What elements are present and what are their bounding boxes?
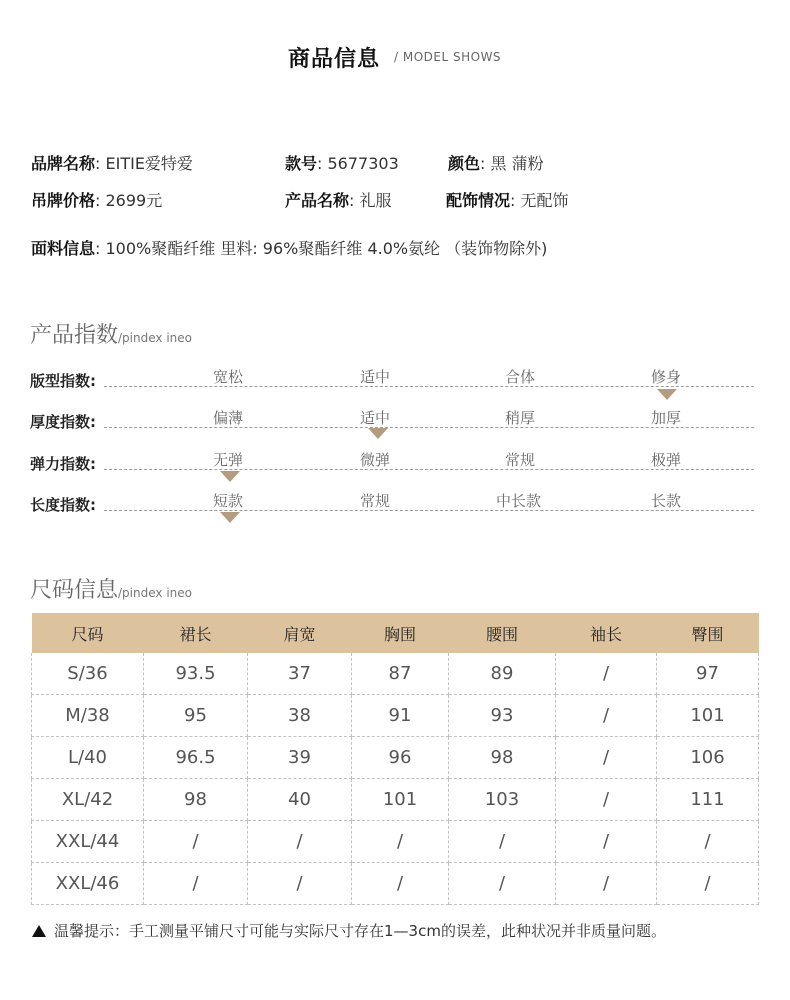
index-row-label: 版型指数: <box>30 372 96 390</box>
table-cell: 38 <box>248 695 352 737</box>
accessory-value: : 无配饰 <box>510 191 569 210</box>
table-row <box>32 695 759 737</box>
table-cell: 87 <box>352 653 449 695</box>
table-cell: 101 <box>352 779 449 821</box>
index-option: 适中 <box>360 409 391 427</box>
table-cell: XL/42 <box>32 779 144 821</box>
table-cell: 39 <box>248 737 352 779</box>
table-cell: 96 <box>352 737 449 779</box>
table-cell: 98 <box>144 779 248 821</box>
notice-text: 温馨提示：手工测量平铺尺寸可能与实际尺寸存在1—3cm的误差，此种状况并非质量问题。 <box>54 922 666 940</box>
column-header: 腰围 <box>449 613 556 653</box>
size-info-heading <box>30 573 192 604</box>
index-option: 稍厚 <box>505 409 536 427</box>
table-row <box>32 779 759 821</box>
index-option: 合体 <box>505 368 536 386</box>
table-cell: XXL/46 <box>32 863 144 905</box>
style-label: 款号 <box>285 154 318 173</box>
index-option: 常规 <box>505 451 536 469</box>
index-option: 加厚 <box>651 409 682 427</box>
index-option: 中长款 <box>496 492 542 510</box>
accessory-label: 配饰情况 <box>446 191 511 210</box>
table-cell: / <box>657 821 759 863</box>
table-cell: 89 <box>449 653 556 695</box>
fabric-label: 面料信息 <box>31 239 96 258</box>
table-row <box>32 863 759 905</box>
style-value: : 5677303 <box>317 154 399 173</box>
selected-marker-icon <box>368 428 388 439</box>
table-cell: 106 <box>657 737 759 779</box>
selected-marker-icon <box>657 389 677 400</box>
table-cell: 111 <box>657 779 759 821</box>
index-option: 宽松 <box>213 368 244 386</box>
brand-info <box>31 151 193 174</box>
index-option: 无弹 <box>213 451 244 469</box>
table-cell: / <box>449 821 556 863</box>
table-cell: 98 <box>449 737 556 779</box>
brand-value: : EITIE爱特爱 <box>95 154 193 173</box>
table-cell: 93 <box>449 695 556 737</box>
product-index-heading <box>30 318 192 349</box>
index-option: 短款 <box>213 492 244 510</box>
index-option: 修身 <box>651 368 682 386</box>
index-option: 偏薄 <box>213 409 244 427</box>
style-info <box>285 151 399 174</box>
index-option: 适中 <box>360 368 391 386</box>
fabric-info <box>31 236 547 259</box>
table-cell: / <box>556 779 657 821</box>
table-cell: / <box>556 821 657 863</box>
page-subtitle: / MODEL SHOWS <box>394 50 502 64</box>
table-cell: 37 <box>248 653 352 695</box>
table-cell: 40 <box>248 779 352 821</box>
size-table <box>31 613 759 905</box>
page-title: 商品信息 <box>288 47 381 72</box>
table-cell: / <box>248 863 352 905</box>
color-value: : 黑 蒲粉 <box>480 154 544 173</box>
table-cell: 91 <box>352 695 449 737</box>
table-cell: / <box>449 863 556 905</box>
table-cell: 103 <box>449 779 556 821</box>
table-row <box>32 653 759 695</box>
table-cell: / <box>144 863 248 905</box>
accessory-info <box>446 188 569 211</box>
product-index-title: 产品指数 <box>30 323 119 348</box>
table-cell: / <box>556 653 657 695</box>
selected-marker-icon <box>220 471 240 482</box>
product-name-info <box>285 188 392 211</box>
column-header: 袖长 <box>556 613 657 653</box>
table-cell: / <box>556 695 657 737</box>
table-cell: 95 <box>144 695 248 737</box>
brand-label: 品牌名称 <box>31 154 96 173</box>
product-name-label: 产品名称 <box>285 191 350 210</box>
column-header: 肩宽 <box>248 613 352 653</box>
measurement-notice <box>32 920 666 941</box>
index-row-label: 弹力指数: <box>30 455 96 473</box>
table-cell: / <box>144 821 248 863</box>
price-value: : 2699元 <box>95 191 163 210</box>
size-table-header <box>32 613 759 653</box>
table-cell: / <box>248 821 352 863</box>
index-option: 微弹 <box>360 451 391 469</box>
table-cell: 97 <box>657 653 759 695</box>
index-option: 长款 <box>651 492 682 510</box>
color-info <box>448 151 544 174</box>
selected-marker-icon <box>220 512 240 523</box>
size-info-subtitle: /pindex ineo <box>118 586 192 600</box>
table-cell: / <box>657 863 759 905</box>
table-cell: 93.5 <box>144 653 248 695</box>
fabric-value: : 100%聚酯纤维 里料: 96%聚酯纤维 4.0%氨纶 （装饰物除外) <box>95 239 548 258</box>
product-name-value: : 礼服 <box>349 191 392 210</box>
table-cell: S/36 <box>32 653 144 695</box>
column-header: 裙长 <box>144 613 248 653</box>
table-cell: 96.5 <box>144 737 248 779</box>
table-cell: / <box>352 863 449 905</box>
size-info-title: 尺码信息 <box>30 578 119 603</box>
table-cell: / <box>556 737 657 779</box>
index-option: 极弹 <box>651 451 682 469</box>
table-row <box>32 737 759 779</box>
price-info <box>31 188 162 211</box>
table-cell: XXL/44 <box>32 821 144 863</box>
product-index-subtitle: /pindex ineo <box>118 331 192 345</box>
table-cell: / <box>352 821 449 863</box>
column-header: 尺码 <box>32 613 144 653</box>
index-row-label: 长度指数: <box>30 496 96 514</box>
table-cell: M/38 <box>32 695 144 737</box>
column-header: 胸围 <box>352 613 449 653</box>
column-header: 臀围 <box>657 613 759 653</box>
index-row-label: 厚度指数: <box>30 413 96 431</box>
table-row <box>32 821 759 863</box>
index-option: 常规 <box>360 492 391 510</box>
price-label: 吊牌价格 <box>31 191 96 210</box>
warning-icon <box>32 925 46 937</box>
table-cell: L/40 <box>32 737 144 779</box>
table-cell: / <box>556 863 657 905</box>
table-cell: 101 <box>657 695 759 737</box>
color-label: 颜色 <box>448 154 481 173</box>
